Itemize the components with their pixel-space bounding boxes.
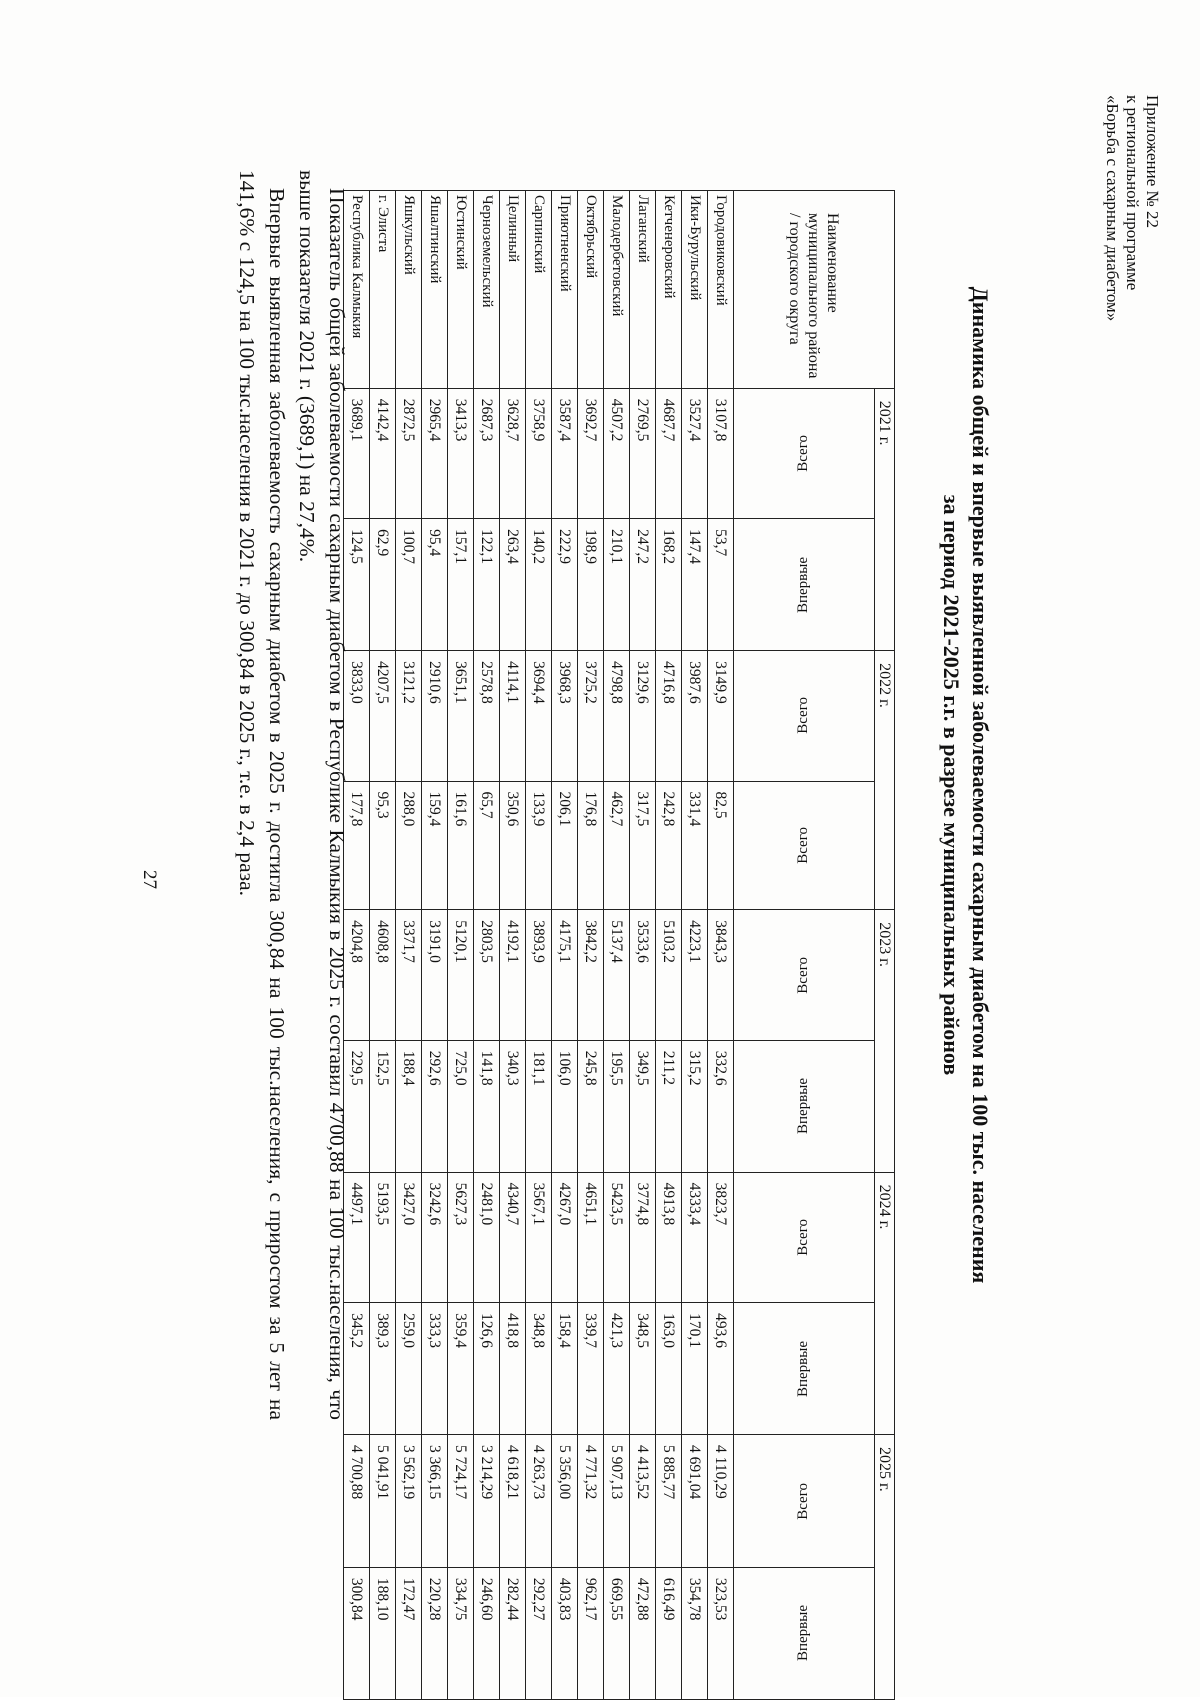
page-number: 27 [139, 870, 160, 889]
table-row [526, 191, 552, 1700]
value-cell: 4798,8 [604, 651, 630, 781]
value-cell: 4687,7 [656, 388, 682, 518]
year-header: 2022 г. [875, 651, 895, 910]
value-cell: 5423,5 [604, 1172, 630, 1302]
value-cell: 282,44 [500, 1567, 526, 1699]
value-cell: 332,6 [708, 1040, 734, 1172]
value-cell: 3689,1 [344, 388, 370, 518]
value-cell: 263,4 [500, 519, 526, 651]
value-cell: 3567,1 [526, 1172, 552, 1302]
district-name-cell: Республика Калмыкия [344, 191, 370, 389]
appendix-header [1102, 95, 1162, 395]
district-name-cell: Яшалтинский [422, 191, 448, 389]
value-cell: 176,8 [578, 781, 604, 910]
value-cell: 292,6 [422, 1040, 448, 1172]
value-cell: 181,1 [526, 1040, 552, 1172]
value-cell: 3 562,19 [396, 1435, 422, 1568]
value-cell: 418,8 [500, 1303, 526, 1435]
value-cell: 317,5 [630, 781, 656, 910]
value-cell: 3842,2 [578, 910, 604, 1040]
district-name-cell: Лаганский [630, 191, 656, 389]
value-cell: 157,1 [448, 519, 474, 651]
value-cell: 246,60 [474, 1567, 500, 1699]
value-cell: 4 110,29 [708, 1435, 734, 1568]
value-cell: 95,3 [370, 781, 396, 910]
value-cell: 4608,8 [370, 910, 396, 1040]
value-cell: 5 885,77 [656, 1435, 682, 1568]
value-cell: 616,49 [656, 1567, 682, 1699]
value-cell: 3725,2 [578, 651, 604, 781]
value-cell: 348,8 [526, 1303, 552, 1435]
value-cell: 4 413,52 [630, 1435, 656, 1568]
value-cell: 4 618,21 [500, 1435, 526, 1568]
value-cell: 163,0 [656, 1303, 682, 1435]
value-cell: 100,7 [396, 519, 422, 651]
column-subheader: Всего [734, 781, 875, 910]
value-cell: 220,28 [422, 1567, 448, 1699]
paragraph-total-text: Показатель общей заболеваемости сахарным диабетом в Республике Калмыкия в 2025 г. составил 4700,88 на 100 тыс.населения, что выше показателя 2021 г. (3689,1) на 27,4%. [295, 170, 349, 1420]
value-cell: 4340,7 [500, 1172, 526, 1302]
value-cell: 350,6 [500, 781, 526, 910]
value-cell: 2965,4 [422, 388, 448, 518]
value-cell: 5103,2 [656, 910, 682, 1040]
value-cell: 3371,7 [396, 910, 422, 1040]
value-cell: 359,4 [448, 1303, 474, 1435]
value-cell: 4267,0 [552, 1172, 578, 1302]
value-cell: 403,83 [552, 1567, 578, 1699]
value-cell: 126,6 [474, 1303, 500, 1435]
column-subheader: Впервые [734, 1040, 875, 1172]
value-cell: 288,0 [396, 781, 422, 910]
value-cell: 5 041,91 [370, 1435, 396, 1568]
district-name-cell: Целинный [500, 191, 526, 389]
table-row [604, 191, 630, 1700]
value-cell: 5137,4 [604, 910, 630, 1040]
year-header-row [875, 191, 895, 1700]
value-cell: 222,9 [552, 519, 578, 651]
value-cell: 147,4 [682, 519, 708, 651]
value-cell: 3843,3 [708, 910, 734, 1040]
value-cell: 3 366,15 [422, 1435, 448, 1568]
value-cell: 195,5 [604, 1040, 630, 1172]
value-cell: 5193,5 [370, 1172, 396, 1302]
value-cell: 3527,4 [682, 388, 708, 518]
value-cell: 106,0 [552, 1040, 578, 1172]
value-cell: 315,2 [682, 1040, 708, 1172]
table-row [552, 191, 578, 1700]
table-body [344, 191, 734, 1700]
value-cell: 247,2 [630, 519, 656, 651]
column-subheader: Всего [734, 1435, 875, 1568]
value-cell: 3533,6 [630, 910, 656, 1040]
value-cell: 962,17 [578, 1567, 604, 1699]
value-cell: 4207,5 [370, 651, 396, 781]
paragraph-new-text: Впервые выявленная заболеваемость сахарным диабетом в 2025 г. достигла 300,84 на 100 тыс.населения, с приростом за 5 лет на 141,6% с 124,5 на 100 тыс.населения в 2021 г. до 300,84 в 2025 г., т.е. в 2,4 раза. [235, 170, 289, 1420]
value-cell: 349,5 [630, 1040, 656, 1172]
value-cell: 172,47 [396, 1567, 422, 1699]
value-cell: 122,1 [474, 519, 500, 651]
table-row [396, 191, 422, 1700]
value-cell: 292,27 [526, 1567, 552, 1699]
year-header: 2023 г. [875, 910, 895, 1172]
value-cell: 124,5 [344, 519, 370, 651]
value-cell: 3774,8 [630, 1172, 656, 1302]
table-row [656, 191, 682, 1700]
value-cell: 4 691,04 [682, 1435, 708, 1568]
subheader-row [734, 191, 875, 1700]
value-cell: 188,10 [370, 1567, 396, 1699]
value-cell: 3651,1 [448, 651, 474, 781]
column-subheader: Впервые [734, 519, 875, 651]
value-cell: 3694,4 [526, 651, 552, 781]
table-row [422, 191, 448, 1700]
value-cell: 2803,5 [474, 910, 500, 1040]
value-cell: 3191,0 [422, 910, 448, 1040]
incidence-table [343, 190, 895, 1700]
value-cell: 493,6 [708, 1303, 734, 1435]
value-cell: 3628,7 [500, 388, 526, 518]
table-row [578, 191, 604, 1700]
value-cell: 259,0 [396, 1303, 422, 1435]
appendix-number: Приложение № 22 [1143, 95, 1162, 228]
value-cell: 462,7 [604, 781, 630, 910]
value-cell: 3413,3 [448, 388, 474, 518]
district-column-header: Наименование муниципального района / городского округа [734, 191, 895, 389]
value-cell: 62,9 [370, 519, 396, 651]
value-cell: 95,4 [422, 519, 448, 651]
value-cell: 4114,1 [500, 651, 526, 781]
column-subheader: Впервые [734, 1567, 875, 1699]
table-row [448, 191, 474, 1700]
value-cell: 4651,1 [578, 1172, 604, 1302]
value-cell: 421,3 [604, 1303, 630, 1435]
value-cell: 3107,8 [708, 388, 734, 518]
value-cell: 4333,4 [682, 1172, 708, 1302]
value-cell: 3427,0 [396, 1172, 422, 1302]
value-cell: 5627,3 [448, 1172, 474, 1302]
value-cell: 5 907,13 [604, 1435, 630, 1568]
value-cell: 3893,9 [526, 910, 552, 1040]
value-cell: 161,6 [448, 781, 474, 910]
value-cell: 188,4 [396, 1040, 422, 1172]
value-cell: 333,3 [422, 1303, 448, 1435]
value-cell: 4223,1 [682, 910, 708, 1040]
district-name-cell: Октябрьский [578, 191, 604, 389]
value-cell: 198,9 [578, 519, 604, 651]
value-cell: 158,4 [552, 1303, 578, 1435]
value-cell: 242,8 [656, 781, 682, 910]
value-cell: 3987,6 [682, 651, 708, 781]
table-title-line1: Динамика общей и впервые выявленной заболеваемости сахарным диабетом на 100 тыс. населения [968, 286, 993, 1284]
value-cell: 3149,9 [708, 651, 734, 781]
value-cell: 5 356,00 [552, 1435, 578, 1568]
value-cell: 53,7 [708, 519, 734, 651]
value-cell: 2872,5 [396, 388, 422, 518]
value-cell: 229,5 [344, 1040, 370, 1172]
value-cell: 168,2 [656, 519, 682, 651]
value-cell: 2481,0 [474, 1172, 500, 1302]
year-header: 2024 г. [875, 1172, 895, 1434]
paragraph-new-incidence [232, 170, 292, 1420]
table-row [708, 191, 734, 1700]
column-subheader: Всего [734, 1172, 875, 1302]
district-name-cell: Яшкульский [396, 191, 422, 389]
value-cell: 3692,7 [578, 388, 604, 518]
district-name-cell: Ики-Бурульский [682, 191, 708, 389]
value-cell: 4142,4 [370, 388, 396, 518]
appendix-program-ref: к региональной программе [1123, 95, 1142, 291]
value-cell: 4716,8 [656, 651, 682, 781]
value-cell: 3968,3 [552, 651, 578, 781]
value-cell: 323,53 [708, 1567, 734, 1699]
value-cell: 4 700,88 [344, 1435, 370, 1568]
district-name-cell: Малодербетовский [604, 191, 630, 389]
table-row [682, 191, 708, 1700]
district-name-cell: Сарпинский [526, 191, 552, 389]
value-cell: 389,3 [370, 1303, 396, 1435]
table-row [370, 191, 396, 1700]
value-cell: 141,8 [474, 1040, 500, 1172]
value-cell: 3129,6 [630, 651, 656, 781]
value-cell: 3121,2 [396, 651, 422, 781]
year-header: 2021 г. [875, 388, 895, 650]
value-cell: 2687,3 [474, 388, 500, 518]
value-cell: 4507,2 [604, 388, 630, 518]
value-cell: 140,2 [526, 519, 552, 651]
year-header: 2025 г. [875, 1435, 895, 1700]
value-cell: 300,84 [344, 1567, 370, 1699]
value-cell: 4 771,32 [578, 1435, 604, 1568]
appendix-program-name: «Борьба с сахарным диабетом» [1103, 95, 1122, 322]
value-cell: 65,7 [474, 781, 500, 910]
value-cell: 133,9 [526, 781, 552, 910]
value-cell: 4192,1 [500, 910, 526, 1040]
value-cell: 472,88 [630, 1567, 656, 1699]
column-subheader: Всего [734, 651, 875, 781]
value-cell: 340,3 [500, 1040, 526, 1172]
value-cell: 348,5 [630, 1303, 656, 1435]
value-cell: 2578,8 [474, 651, 500, 781]
value-cell: 4204,8 [344, 910, 370, 1040]
value-cell: 152,5 [370, 1040, 396, 1172]
value-cell: 725,0 [448, 1040, 474, 1172]
value-cell: 177,8 [344, 781, 370, 910]
value-cell: 3823,7 [708, 1172, 734, 1302]
value-cell: 3587,4 [552, 388, 578, 518]
table-title-line2: за период 2021-2025 г.г. в разрезе муниципальных районов [939, 494, 964, 1076]
value-cell: 206,1 [552, 781, 578, 910]
district-name-cell: Городовиковский [708, 191, 734, 389]
value-cell: 210,1 [604, 519, 630, 651]
value-cell: 3 214,29 [474, 1435, 500, 1568]
value-cell: 5120,1 [448, 910, 474, 1040]
value-cell: 170,1 [682, 1303, 708, 1435]
column-subheader: Впервые [734, 1303, 875, 1435]
column-subheader: Всего [734, 388, 875, 518]
value-cell: 669,55 [604, 1567, 630, 1699]
value-cell: 334,75 [448, 1567, 474, 1699]
value-cell: 2769,5 [630, 388, 656, 518]
value-cell: 211,2 [656, 1040, 682, 1172]
value-cell: 2910,6 [422, 651, 448, 781]
table-row [474, 191, 500, 1700]
district-name-cell: Кетченеровский [656, 191, 682, 389]
value-cell: 3833,0 [344, 651, 370, 781]
value-cell: 3242,6 [422, 1172, 448, 1302]
value-cell: 4175,1 [552, 910, 578, 1040]
table-title [937, 140, 995, 1430]
value-cell: 4913,8 [656, 1172, 682, 1302]
value-cell: 82,5 [708, 781, 734, 910]
paragraph-total-incidence [292, 170, 352, 1420]
value-cell: 331,4 [682, 781, 708, 910]
value-cell: 4 263,73 [526, 1435, 552, 1568]
value-cell: 4497,1 [344, 1172, 370, 1302]
district-name-cell: г. Элиста [370, 191, 396, 389]
district-name-cell: Приютненский [552, 191, 578, 389]
value-cell: 354,78 [682, 1567, 708, 1699]
value-cell: 339,7 [578, 1303, 604, 1435]
table-row [630, 191, 656, 1700]
value-cell: 345,2 [344, 1303, 370, 1435]
value-cell: 3758,9 [526, 388, 552, 518]
table-row [500, 191, 526, 1700]
value-cell: 159,4 [422, 781, 448, 910]
column-subheader: Всего [734, 910, 875, 1040]
value-cell: 245,8 [578, 1040, 604, 1172]
district-name-cell: Юстинский [448, 191, 474, 389]
district-name-cell: Черноземельский [474, 191, 500, 389]
value-cell: 5 724,17 [448, 1435, 474, 1568]
